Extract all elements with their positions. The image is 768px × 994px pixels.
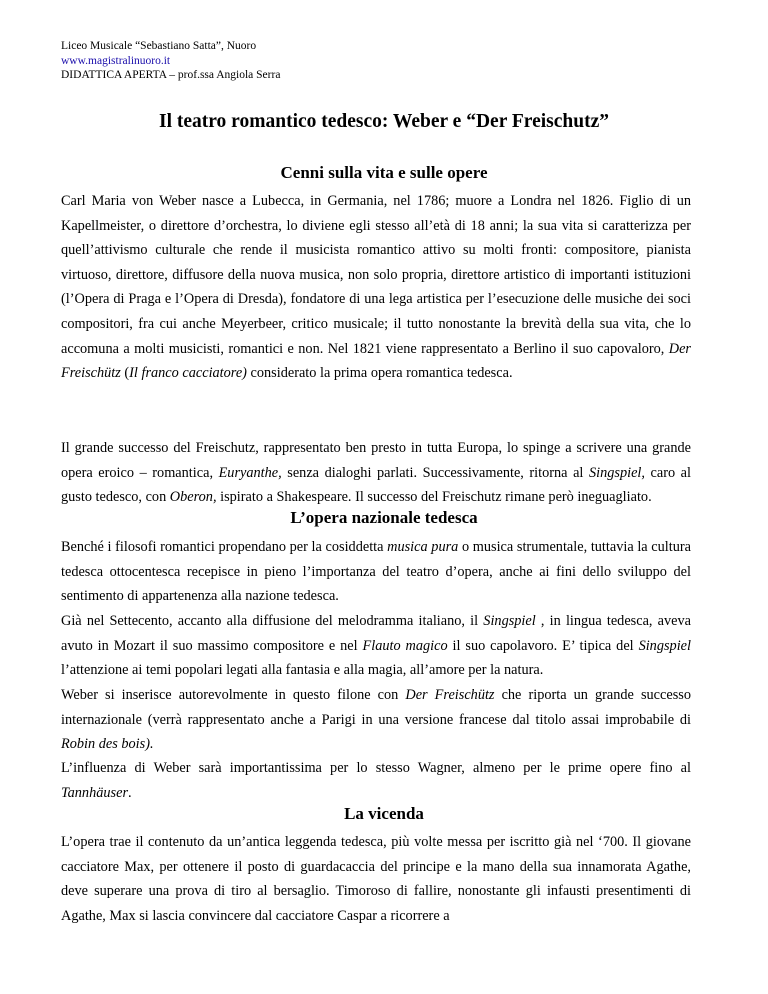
paragraph-vita-2: Il grande successo del Freischutz, rappresentato ben presto in tutta Europa, lo spinge a scrivere una grande opera eroico – romantica, Euryanthe, senza dialoghi parlati. Successivamente, ritorna al Singspiel, caro al gusto tedesco, con Oberon, ispirato a Shakespeare. Il successo del Freischutz rimane però ineguagliato.: [61, 440, 691, 506]
paragraph-vita-1: Carl Maria von Weber nasce a Lubecca, in Germania, nel 1786; muore a Londra nel 1826. Figlio di un Kapellmeister, o direttore d’orchestra, lo diviene egli stesso all’età di 18 anni; la sua vita si caratterizza per quell’attivismo culturale che rende il musicista romantico attivo su molti fronti: compositore, pianista virtuoso, direttore, diffusore della nuova musica, non solo propria, direttore artistico di importanti istituzioni (l’Opera di Praga e l’Opera di Dresda), fondatore di una lega artistica per l’esecuzione delle musiche dei soci compositori, fra cui anche Meyerbeer, critico musicale; il tutto nonostante la brevità della sua vita, che lo accomuna a molti musicisti, romantici e non. Nel 1821 viene rappresentato a Berlino il suo capovaloro, Der Freischütz (Il franco cacciatore) considerato la prima opera romantica tedesca.: [61, 193, 691, 382]
section-heading-nazionale: L’opera nazionale tedesca: [290, 508, 478, 527]
section-heading-vita: Cenni sulla vita e sulle opere: [280, 163, 488, 182]
website-link[interactable]: www.magistralinuoro.it: [61, 54, 171, 67]
document-header: [61, 39, 280, 83]
didattica-line: DIDATTICA APERTA – prof.ssa Angiola Serra: [61, 69, 281, 81]
section-heading-vicenda: La vicenda: [344, 804, 424, 823]
school-name: Liceo Musicale “Sebastiano Satta”, Nuoro: [61, 40, 257, 52]
paragraph-vicenda-1: L’opera trae il contenuto da un’antica leggenda tedesca, più volte messa per iscritto già nel ‘700. Il giovane cacciatore Max, per ottenere il posto di guardacaccia del principe e la mano della sua innamorata Agathe, deve superare una prova di tiro al bersaglio. Timoroso di fallire, nonostante gli infausti presentimenti di Agathe, Max si lascia convincere dal cacciatore Caspar a ricorrere a: [61, 834, 691, 924]
paragraph-nazionale-4: L’influenza di Weber sarà importantissima per lo stesso Wagner, almeno per le prime opere fino al Tannhäuser.: [61, 760, 691, 801]
paragraph-nazionale-2: Già nel Settecento, accanto alla diffusione del melodramma italiano, il Singspiel , in lingua tedesca, aveva avuto in Mozart il suo massimo compositore e nel Flauto magico il suo capolavoro. E’ tipica del Singspiel l’attenzione ai temi popolari legati alla fantasia e alla magia, all’amore per la natura.: [61, 613, 692, 679]
paragraph-nazionale-1: Benché i filosofi romantici propendano per la cosiddetta musica pura o musica strumentale, tuttavia la cultura tedesca ottocentesca recepisce in pieno l’importanza del teatro d’opera, anche ai fini dello sviluppo del sentimento di appartenenza alla nazione tedesca.: [61, 539, 691, 605]
page-title: Il teatro romantico tedesco: Weber e “Der Freischutz”: [158, 111, 609, 132]
paragraph-nazionale-3: Weber si inserisce autorevolmente in questo filone con Der Freischütz che riporta un grande successo internazionale (verrà rappresentato anche a Parigi in una versione francese dal titolo assai improbabile di Robin des bois).: [61, 687, 691, 753]
